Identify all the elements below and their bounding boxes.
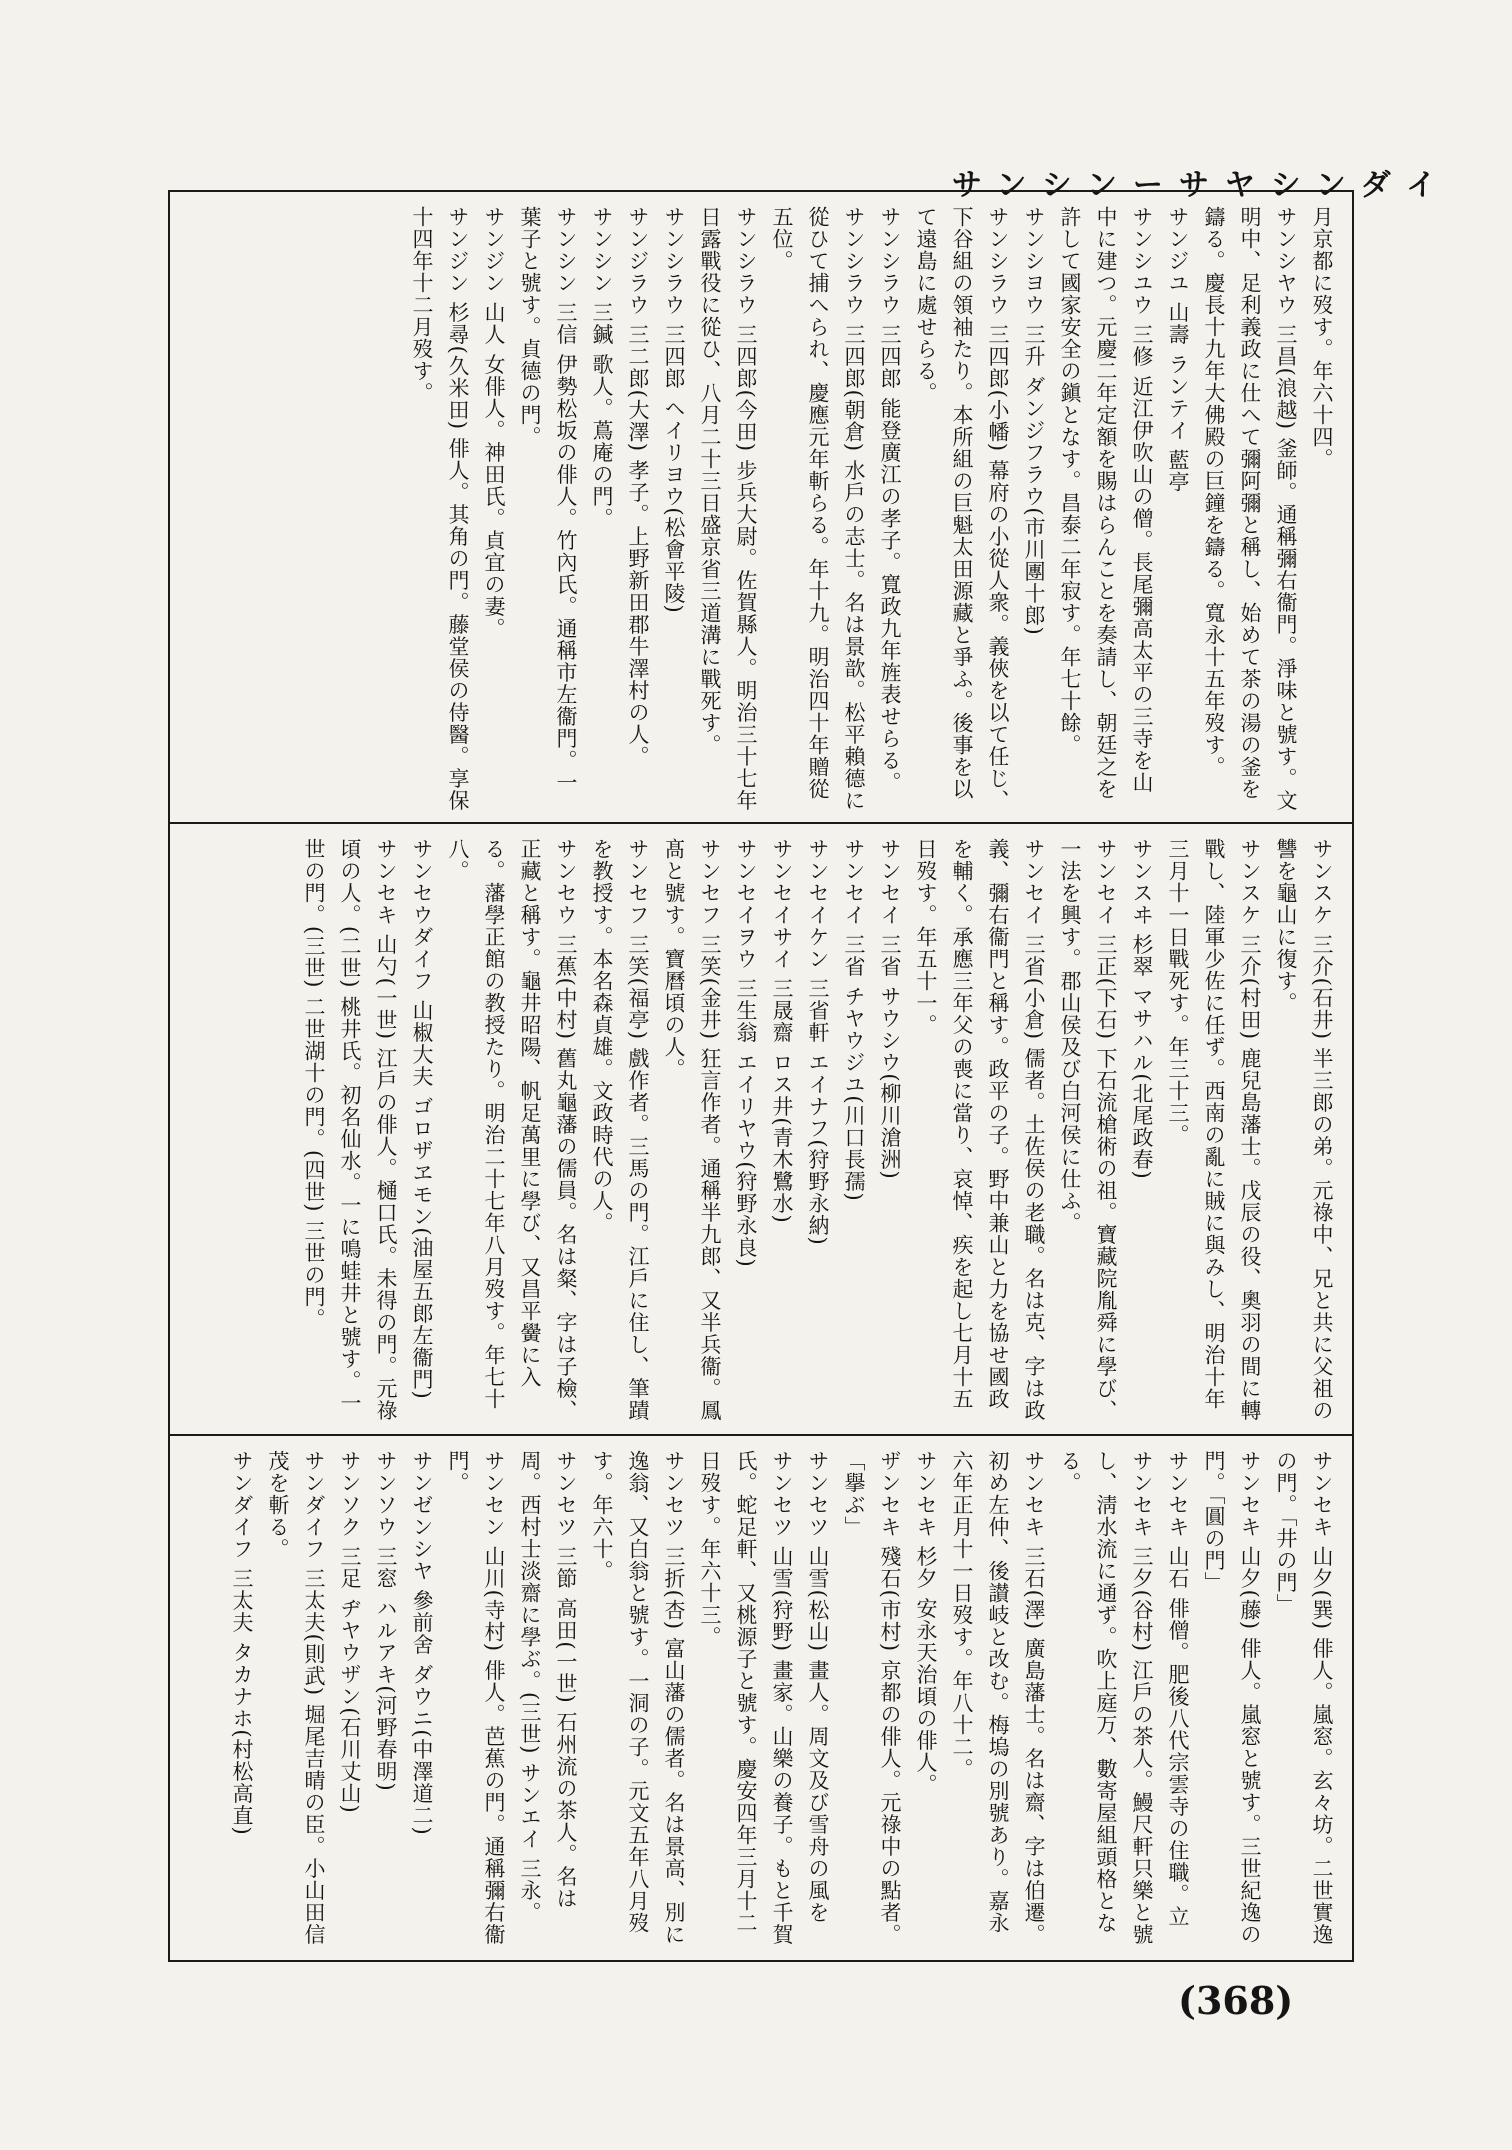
dictionary-entry: サンジン 山人 女俳人。神田氏。貞宜の妻。 xyxy=(482,206,506,640)
dictionary-entry: サンセツ 山雪(狩野) 畫家。山樂の養子。もと千賀氏。蛇足軒、又桃源子と號す。慶安四年三月十二日歿す。年六十三。 xyxy=(698,1450,794,1946)
dictionary-entry: サンスケ 三介(村田) 鹿兒島藩士。戊辰の役、奧羽の間に轉戰し、陸軍少佐に任ず。西南の亂に賊に與みし、明治十年三月十一日戰死す。年三十三。 xyxy=(1166,838,1262,1422)
dictionary-entry: サンシラウ 三四郎(朝倉) 水戶の志士。名は景歆。松平賴德に從ひて捕へられ、慶應元年斬らる。年十九。明治四十年贈從五位。 xyxy=(770,206,866,812)
running-head: サンシンーサヤシンダイ xyxy=(951,168,1452,203)
dictionary-entry: サンシン 三信 伊勢松坂の俳人。竹內氏。通稱市左衞門。一葉子と號す。貞德の門。 xyxy=(518,206,578,794)
tier-bottom xyxy=(170,1436,1352,1962)
dictionary-entry: サンセイ 三省 サウシウ(柳川滄洲) xyxy=(878,838,902,1180)
dictionary-entry: サンセイヲウ 三生翁 エイリヤウ(狩野永良) xyxy=(734,838,758,1268)
dictionary-entry: サンセン 山川(寺村) 俳人。芭蕉の門。通稱彌右衞門。 xyxy=(446,1450,506,1946)
dictionary-entry: サンシヤウ 三昌(浪越) 釜師。通稱彌右衞門。淨味と號す。文明中、足利義政に仕へて彌阿彌と稱し、始めて茶の湯の釜を鑄る。慶長十九年大佛殿の巨鐘を鑄る。寬永十五年歿す。 xyxy=(1202,206,1298,812)
dictionary-entry: サンスヰ 杉翠 マサハル(北尾政春) xyxy=(1130,838,1154,1180)
tier-top xyxy=(170,192,1352,824)
tier-bottom-text xyxy=(182,1450,1340,1952)
dictionary-entry: サンセウ 三蕉(中村) 舊丸龜藩の儒員。名は粲、字は子檢、正藏と稱す。龜井昭陽、帆足萬里に學び、又昌平黌に入る。藩學正館の教授たり。明治二十七年八月歿す。年七十八。 xyxy=(446,838,578,1422)
dictionary-frame xyxy=(168,190,1354,1962)
dictionary-entry: サンセイ 三正(下石) 下石流槍術の祖。寶藏院胤舜に學び、一法を興す。郡山侯及び白河侯に仕ふ。 xyxy=(1058,838,1118,1422)
dictionary-entry: サンセキ 杉夕 安永天治頃の俳人。 xyxy=(914,1450,938,1796)
dictionary-entry: サンセキ 山石 俳僧。肥後八代宗雲寺の住職。立 xyxy=(1166,1450,1190,1928)
dictionary-entry: サンジン 杉尋(久米田) 俳人。其角の門。藤堂侯の侍醫。享保十四年十二月歿す。 xyxy=(410,206,470,812)
dictionary-entry: サンシユウ 三修 近江伊吹山の僧。長尾彌高太平の三寺を山中に建つ。元慶二年定額を賜はらんことを奏請し、朝廷之を許して國家安全の鎭となす。昌泰二年寂す。年七十餘。 xyxy=(1058,206,1154,800)
dictionary-entry: サンシラウ 三四郎 能登廣江の孝子。寬政九年旌表せらる。 xyxy=(878,206,902,794)
dictionary-entry: サンセキ 山夕(藤) 俳人。嵐窓と號す。三世紀逸の門。「圓の門」 xyxy=(1202,1450,1262,1946)
dictionary-entry: サンシラウ 三四郎(今田) 步兵大尉。佐賀縣人。明治三十七年日露戰役に從ひ、八月二十三日盛京省三道溝に戰死す。 xyxy=(698,206,758,812)
dictionary-entry: サンセキ 山夕(巽) 俳人。嵐窓。玄々坊。二世實逸の門。「井の門」 xyxy=(1274,1450,1334,1946)
tier-middle xyxy=(170,824,1352,1436)
dictionary-entry: サンセキ 三夕(谷村) 江戶の茶人。鰻尺軒只樂と號し、淸水流に通ず。吹上庭万、數寄屋組頭格となる。 xyxy=(1058,1450,1154,1946)
dictionary-entry: サンダイフ 三太夫(則武) 堀尾吉晴の臣。小山田信茂を斬る。 xyxy=(266,1450,326,1946)
dictionary-entry: サンスケ 三介(石井) 半三郎の弟。元祿中、兄と共に父祖の讐を龜山に復す。 xyxy=(1274,838,1334,1422)
dictionary-entry: サンセウダイフ 山椒大夫 ゴロザヱモン(油屋五郎左衞門) xyxy=(410,838,434,1400)
dictionary-entry: サンダイフ 三太夫 タカナホ(村松高直) xyxy=(230,1450,254,1836)
dictionary-entry: サンジユ 山壽 ランテイ 藍亭 xyxy=(1166,206,1190,494)
dictionary-entry: サンシン 三鍼 歌人。蔦庵の門。 xyxy=(590,206,614,530)
tier-top-text xyxy=(182,206,1340,812)
dictionary-entry: サンセキ 山勺(一世) 江戶の俳人。樋口氏。未得の門。元祿頃の人。(二世) 桃井氏。初名仙水。一に鳴蛙井と號す。一世の門。(三世) 二世湖十の門。(四世) 三世の門。 xyxy=(302,838,398,1422)
dictionary-entry: サンソウ 三窓 ハルアキ(河野春明) xyxy=(374,1450,398,1792)
dictionary-entry: サンセツ 山雪(松山) 畫人。周文及び雪舟の風を xyxy=(806,1450,830,1924)
dictionary-entry: ザンセキ 殘石(市村) 京都の俳人。元祿中の點者。「擧ぶ」 xyxy=(842,1450,902,1946)
dictionary-entry: サンゼンシヤ 參前舍 ダウニ(中澤道二) xyxy=(410,1450,434,1836)
dictionary-entry: サンセイケン 三省軒 エイナフ(狩野永納) xyxy=(806,838,830,1246)
dictionary-entry: サンソク 三足 ヂヤウザン(石川丈山) xyxy=(338,1450,362,1814)
dictionary-entry: サンジラウ 三二郎(大澤) 孝子。上野新田郡牛澤村の人。 xyxy=(626,206,650,768)
dictionary-entry: 月京都に歿す。年六十四。 xyxy=(1310,206,1334,470)
dictionary-entry: サンセフ 三笑(福亭) 戲作者。三馬の門。江戶に住し、筆蹟を教授す。本名森貞雄。文政時代の人。 xyxy=(590,838,650,1422)
tier-middle-text xyxy=(182,838,1340,1424)
dictionary-entry: サンセツ 三折(杏) 富山藩の儒者。名は景高、別に逸翁、又白翁と號す。一洞の子。元文五年八月歿す。年六十。 xyxy=(590,1450,686,1946)
dictionary-entry: サンセイ 三省 チヤウジユ(川口長孺) xyxy=(842,838,866,1202)
dictionary-entry: サンシラウ 三四郎 ヘイリヨウ(松會平陵) xyxy=(662,206,686,614)
dictionary-entry: サンセキ 三石(澤) 廣島藩士。名は齋、字は伯遷。初め左仲、後讃岐と改む。梅塢の別號あり。嘉永六年正月十一日歿す。年八十二。 xyxy=(950,1450,1046,1946)
dictionary-entry: サンセフ 三笑(金井) 狂言作者。通稱半九郎、又半兵衞。鳳髙と號す。寶曆頃の人。 xyxy=(662,838,722,1422)
dictionary-entry: サンシラウ 三四郎(小幡) 幕府の小從人衆。義俠を以て任じ、下谷組の領袖たり。本所組の巨魁太田源藏と爭ふ。後事を以て遠島に處せらる。 xyxy=(914,206,1010,812)
page-number: (368) xyxy=(1178,1978,1294,2023)
dictionary-entry: サンセイ 三省(小倉) 儒者。土佐侯の老職。名は克、字は政義、彌右衞門と稱す。政平の子。野中兼山と力を協せ國政を輔く。承應三年父の喪に當り、哀悼、疾を起し七月十五日歿す。年五十一。 xyxy=(914,838,1046,1422)
dictionary-entry: サンシヨウ 三升 ダンジフラウ(市川團十郎) xyxy=(1022,206,1046,636)
dictionary-entry: サンセツ 三節 高田(一世) 石州流の茶人。名は周。西村士淡齋に學ぶ。(三世) サンエイ 三永。 xyxy=(518,1450,578,1924)
dictionary-entry: サンセイサイ 三晟齋 ロス井(青木鷺水) xyxy=(770,838,794,1224)
